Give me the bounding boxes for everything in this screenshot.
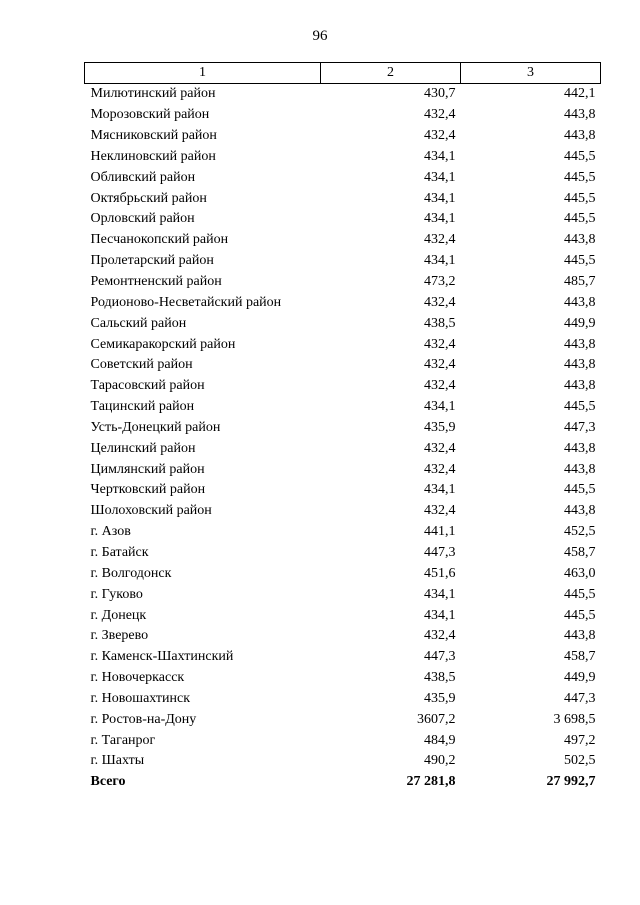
row-name: г. Ростов-на-Дону	[90, 711, 197, 727]
table-row	[85, 480, 601, 501]
row-value-3: 449,9	[564, 315, 596, 331]
table-row	[85, 209, 601, 230]
row-value-2: 434,1	[424, 482, 456, 498]
table-row	[85, 105, 601, 126]
table-row	[85, 147, 601, 168]
row-name: г. Донецк	[90, 607, 147, 623]
row-value-3: 458,7	[564, 544, 596, 560]
row-value-2: 434,1	[424, 169, 456, 185]
row-name: Октябрьский район	[90, 190, 207, 206]
table-row	[85, 418, 601, 439]
row-value-2: 441,1	[424, 524, 456, 540]
row-name: г. Новочеркасск	[90, 670, 185, 686]
data-table	[84, 62, 601, 793]
row-value-2: 435,9	[424, 690, 456, 706]
row-value-3: 502,5	[564, 753, 596, 769]
row-value-2: 432,4	[424, 628, 456, 644]
row-name: г. Батайск	[90, 544, 149, 560]
row-value-3: 443,8	[564, 628, 596, 644]
row-name: Чертковский район	[90, 482, 206, 498]
table-row	[85, 459, 601, 480]
row-name: Орловский район	[90, 211, 195, 227]
row-name: Тарасовский район	[90, 378, 205, 394]
column-header-3: 3	[461, 63, 601, 84]
table-row	[85, 730, 601, 751]
table-row	[85, 501, 601, 522]
row-name: г. Каменск-Шахтинский	[90, 649, 234, 665]
row-value-2: 432,4	[424, 461, 456, 477]
row-value-2: 473,2	[424, 274, 456, 290]
row-value-3: 443,8	[564, 461, 596, 477]
row-name: Советский район	[90, 357, 193, 373]
table-row	[85, 397, 601, 418]
row-value-2: 434,1	[424, 586, 456, 602]
row-name: Семикаракорский район	[90, 336, 236, 352]
table-row	[85, 438, 601, 459]
row-value-3: 445,5	[564, 148, 596, 164]
row-value-3: 445,5	[564, 169, 596, 185]
row-value-2: 432,4	[424, 107, 456, 123]
row-value-3: 445,5	[564, 211, 596, 227]
row-value-3: 443,8	[564, 378, 596, 394]
row-value-2: 447,3	[424, 544, 456, 560]
table-body	[85, 84, 601, 793]
row-name: г. Новошахтинск	[90, 690, 191, 706]
row-name: Песчанокопский район	[90, 232, 229, 248]
row-value-2: 432,4	[424, 336, 456, 352]
table-row	[85, 292, 601, 313]
table-row	[85, 668, 601, 689]
row-name: г. Шахты	[90, 753, 145, 769]
row-name: Сальский район	[90, 315, 187, 331]
table-row	[85, 355, 601, 376]
row-name: Целинский район	[90, 440, 196, 456]
row-value-2: 434,1	[424, 148, 456, 164]
row-name: Шолоховский район	[90, 503, 212, 519]
table-row	[85, 167, 601, 188]
row-name: г. Волгодонск	[90, 565, 172, 581]
row-name: Усть-Донецкий район	[90, 419, 221, 435]
table-row	[85, 313, 601, 334]
row-value-3: 445,5	[564, 586, 596, 602]
row-value-3: 443,8	[564, 336, 596, 352]
row-value-2: 432,4	[424, 294, 456, 310]
row-value-2: 484,9	[424, 732, 456, 748]
row-name: г. Гуково	[90, 586, 143, 602]
row-value-3: 442,1	[564, 86, 596, 102]
row-value-3: 445,5	[564, 607, 596, 623]
row-value-3: 445,5	[564, 399, 596, 415]
row-value-2: 434,1	[424, 607, 456, 623]
row-value-2: 432,4	[424, 357, 456, 373]
row-name: Цимлянский район	[90, 461, 205, 477]
table-row	[85, 584, 601, 605]
row-value-3: 458,7	[564, 649, 596, 665]
row-value-2: 430,7	[424, 86, 456, 102]
row-name: Неклиновский район	[90, 148, 216, 164]
row-value-2: 451,6	[424, 565, 456, 581]
row-value-2: 432,4	[424, 440, 456, 456]
table-row	[85, 84, 601, 105]
total-row	[85, 772, 601, 793]
row-value-3: 447,3	[564, 690, 596, 706]
table-row	[85, 522, 601, 543]
row-value-2: 432,4	[424, 128, 456, 144]
table-row	[85, 376, 601, 397]
table-header-row	[85, 63, 601, 84]
row-value-2: 3607,2	[417, 711, 456, 727]
row-name: г. Зверево	[90, 628, 149, 644]
row-value-2: 438,5	[424, 670, 456, 686]
row-value-2: 434,1	[424, 399, 456, 415]
row-value-3: 443,8	[564, 503, 596, 519]
row-name: Родионово-Несветайский район	[90, 294, 282, 310]
row-value-3: 443,8	[564, 232, 596, 248]
row-value-3: 452,5	[564, 524, 596, 540]
row-name: Мясниковский район	[90, 128, 217, 144]
table-row	[85, 230, 601, 251]
table-row	[85, 188, 601, 209]
total-value-2: 27 281,8	[406, 774, 456, 790]
table-row	[85, 543, 601, 564]
table-row	[85, 334, 601, 355]
row-name: Обливский район	[90, 169, 196, 185]
row-name: г. Таганрог	[90, 732, 156, 748]
row-value-2: 435,9	[424, 419, 456, 435]
row-name: Ремонтненский район	[90, 274, 222, 290]
row-value-2: 434,1	[424, 253, 456, 269]
table-row	[85, 688, 601, 709]
table-row	[85, 563, 601, 584]
row-name: г. Азов	[90, 524, 131, 540]
row-value-3: 445,5	[564, 253, 596, 269]
row-name: Тацинский район	[90, 399, 195, 415]
row-value-2: 432,4	[424, 503, 456, 519]
row-name: Морозовский район	[90, 107, 210, 123]
table-row	[85, 126, 601, 147]
row-value-2: 432,4	[424, 378, 456, 394]
row-value-2: 434,1	[424, 190, 456, 206]
total-label: Всего	[90, 774, 126, 790]
row-value-3: 463,0	[564, 565, 596, 581]
column-header-1: 1	[85, 63, 321, 84]
row-name: Пролетарский район	[90, 253, 214, 269]
row-value-2: 432,4	[424, 232, 456, 248]
row-value-3: 3 698,5	[553, 711, 596, 727]
table-row	[85, 272, 601, 293]
table-row	[85, 647, 601, 668]
page-number: 96	[312, 28, 328, 44]
row-value-3: 449,9	[564, 670, 596, 686]
row-value-2: 490,2	[424, 753, 456, 769]
column-header-2: 2	[321, 63, 461, 84]
table-row	[85, 251, 601, 272]
row-value-3: 497,2	[564, 732, 596, 748]
row-value-3: 443,8	[564, 128, 596, 144]
table-row	[85, 605, 601, 626]
table-row	[85, 626, 601, 647]
row-value-3: 443,8	[564, 107, 596, 123]
row-value-3: 443,8	[564, 440, 596, 456]
row-value-3: 485,7	[564, 274, 596, 290]
total-value-3: 27 992,7	[546, 774, 596, 790]
row-value-2: 447,3	[424, 649, 456, 665]
row-name: Милютинский район	[90, 86, 216, 102]
row-value-2: 434,1	[424, 211, 456, 227]
row-value-3: 443,8	[564, 357, 596, 373]
row-value-3: 443,8	[564, 294, 596, 310]
table-row	[85, 751, 601, 772]
row-value-3: 445,5	[564, 482, 596, 498]
row-value-2: 438,5	[424, 315, 456, 331]
row-value-3: 447,3	[564, 419, 596, 435]
table-row	[85, 709, 601, 730]
row-value-3: 445,5	[564, 190, 596, 206]
